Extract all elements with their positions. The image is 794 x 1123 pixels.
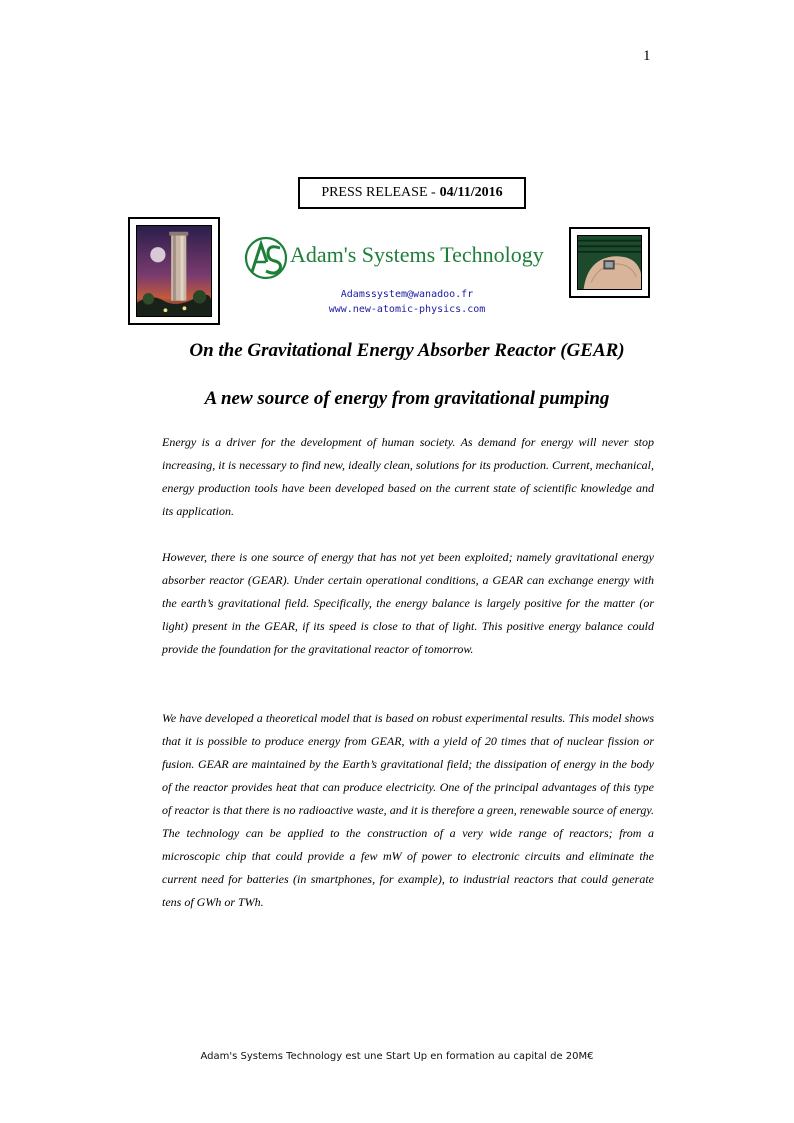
contact-email[interactable]: Adamssystem@wanadoo.fr: [340, 289, 474, 300]
press-release-box: [298, 177, 526, 209]
company-logo: [244, 236, 288, 280]
press-release-date: 04/11/2016: [439, 185, 503, 200]
paragraph-2: However, there is one source of energy that has not yet been exploited; namely gravitational energy absorber reactor (GEAR). Under certain operational conditions, a GEAR can exchange energy with the earth’s gravitational field. Specifically, the energy balance is largely positive for the matter (or light) present in the GEAR, if its speed is close to that of light. This positive energy balance could provide the foundation for the gravitational reactor of tomorrow.: [162, 550, 654, 656]
chip-on-fingertip-photo: [569, 227, 650, 298]
press-release-label: PRESS RELEASE -: [321, 185, 436, 200]
tower-photo: [128, 217, 220, 325]
contact-block: [300, 287, 514, 317]
contact-website[interactable]: www.new-atomic-physics.com: [328, 304, 486, 315]
footer-note: Adam's Systems Technology est une Start Up en formation au capital de 20M€: [200, 1051, 594, 1062]
paragraph-3: We have developed a theoretical model that is based on robust experimental results. This model shows that it is possible to produce energy from GEAR, with a yield of 20 times that of nuclear fission or fusion. GEAR are maintained by the Earth’s gravitational field; the dissipation of energy in the body of the reactor provides heat that can produce electricity. One of the principal advantages of this type of reactor is that there is no radioactive waste, and it is therefore a green, renewable source of energy. The technology can be applied to the construction of a very wide range of reactors; from a microscopic chip that could provide a few mW of power to electronic circuits and eliminate the current need for batteries (in smartphones, for example), to industrial reactors that could generate tens of GWh or TWh.: [162, 711, 654, 909]
subtitle: A new source of energy from gravitational pumping: [204, 388, 610, 409]
paragraph-1: Energy is a driver for the development of human society. As demand for energy will never stop increasing, it is necessary to find new, ideally clean, solutions for its production. Current, mechanical, energy production tools have been developed based on the current state of scientific knowledge and its application.: [162, 435, 654, 518]
page-number: 1: [643, 48, 651, 64]
company-name: Adam's Systems Technology: [290, 242, 544, 267]
main-title: On the Gravitational Energy Absorber Reactor (GEAR): [189, 340, 625, 361]
